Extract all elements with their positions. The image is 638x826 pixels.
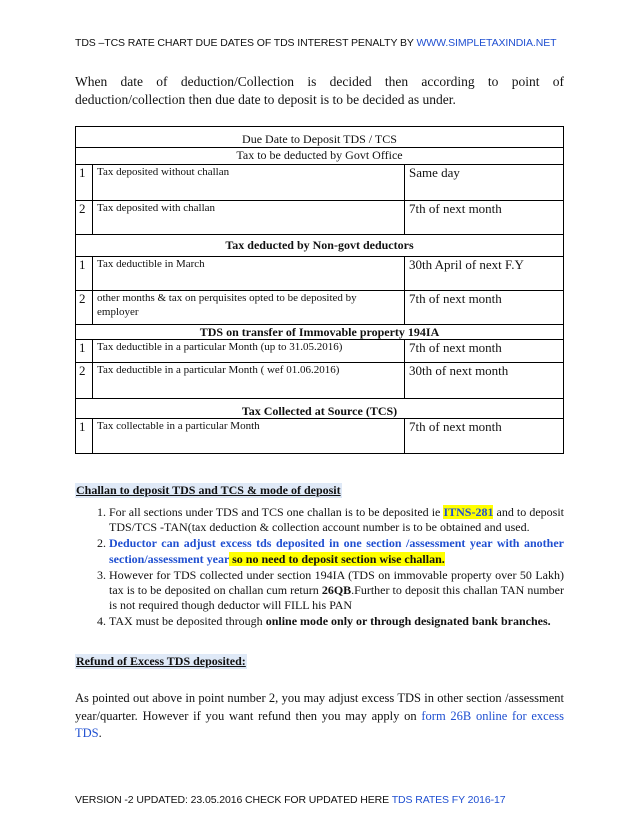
due-date-table (75, 126, 564, 454)
section-heading-row (76, 148, 564, 165)
row-description: Tax collectable in a particular Month (93, 419, 405, 454)
list-item-text: TAX must be deposited through (109, 614, 266, 629)
row-description: Tax deposited with challan (93, 201, 405, 235)
list-item (109, 505, 564, 535)
footer-text: VERSION -2 UPDATED: 23.05.2016 CHECK FOR UPDATED HERE (75, 794, 392, 806)
row-number: 1 (76, 340, 93, 363)
page-header (75, 37, 556, 49)
row-due-date: 7th of next month (405, 419, 564, 454)
row-description: Tax deposited without challan (93, 165, 405, 201)
row-number: 1 (76, 257, 93, 291)
row-description: Tax deductible in March (93, 257, 405, 291)
section-heading-row (76, 399, 564, 419)
section-heading-row (76, 325, 564, 340)
section-heading-row (76, 235, 564, 257)
deposit-mode-text: online mode only or through designated bank branches. (265, 614, 551, 629)
row-number: 2 (76, 291, 93, 325)
footer-tds-rates-link[interactable]: TDS RATES FY 2016-17 (391, 794, 506, 806)
row-number: 2 (76, 201, 93, 235)
row-number: 2 (76, 363, 93, 399)
table-row (76, 340, 564, 363)
form-26b-link[interactable]: form 26B online for excess TDS (75, 708, 564, 740)
table-title-row (76, 127, 564, 148)
header-website-link[interactable]: WWW.SIMPLETAXINDIA.NET (416, 37, 557, 49)
table-row (76, 363, 564, 399)
list-item-text: and to deposit TDS/TCS -TAN(tax deduction & collection account number is to be obtained and used. (109, 505, 564, 535)
table-row (76, 165, 564, 201)
table-row (76, 257, 564, 291)
page-footer (75, 794, 505, 806)
list-item (109, 568, 564, 614)
list-item (109, 614, 564, 629)
row-due-date: 30th April of next F.Y (405, 257, 564, 291)
row-description: Tax deductible in a particular Month (up to 31.05.2016) (93, 340, 405, 363)
row-description: other months & tax on perquisites opted to be deposited by employer (93, 291, 405, 325)
section-heading-tcs: Tax Collected at Source (TCS) (76, 399, 564, 419)
table-row (76, 291, 564, 325)
row-due-date: 7th of next month (405, 201, 564, 235)
form-26qb-text: 26QB (321, 583, 352, 598)
row-due-date: 7th of next month (405, 291, 564, 325)
refund-paragraph (75, 690, 564, 743)
list-item-text: However for TDS collected under section 194IA (TDS on immovable property over 50 Lakh) tax is to be deposited on challan cum return (109, 567, 564, 598)
challan-list (75, 505, 564, 631)
itns-281-highlight: ITNS-281 (443, 505, 494, 519)
list-item-text: For all sections under TDS and TCS one challan is to be deposited ie (109, 505, 444, 519)
list-item (109, 536, 564, 566)
refund-end: . (98, 726, 102, 740)
table-row (76, 419, 564, 454)
refund-text: As pointed out above in point number 2, you may adjust excess TDS in other section /assessment year/quarter. However if you want refund then you may apply on (75, 691, 564, 723)
section-heading-govt: Tax to be deducted by Govt Office (76, 148, 564, 165)
row-due-date: Same day (405, 165, 564, 201)
section-heading-194ia: TDS on transfer of Immovable property 194IA (76, 325, 564, 340)
intro-paragraph: When date of deduction/Collection is decided then according to point of deduction/collection then due date to deposit is to be decided as under. (75, 74, 564, 107)
header-text: TDS –TCS RATE CHART DUE DATES OF TDS INTEREST PENALTY BY (75, 37, 417, 49)
adjust-excess-text: Deductor can adjust excess tds deposited in one section /assessment year with another section/assessment year (109, 536, 564, 566)
no-section-wise-highlight: so no need to deposit section wise challan. (229, 551, 445, 566)
row-description: Tax deductible in a particular Month ( wef 01.06.2016) (93, 363, 405, 399)
table-title: Due Date to Deposit TDS / TCS (76, 127, 564, 148)
row-number: 1 (76, 419, 93, 454)
refund-section-heading: Refund of Excess TDS deposited: (76, 654, 246, 668)
table-row (76, 201, 564, 235)
list-item-text: .Further to deposit this challan TAN number is not required though deductor will FILL his PAN (109, 583, 564, 613)
row-number: 1 (76, 165, 93, 201)
section-heading-non-govt: Tax deducted by Non-govt deductors (76, 235, 564, 257)
challan-section-heading: Challan to deposit TDS and TCS & mode of deposit (76, 483, 341, 497)
row-due-date: 7th of next month (405, 340, 564, 363)
row-due-date: 30th of next month (405, 363, 564, 399)
